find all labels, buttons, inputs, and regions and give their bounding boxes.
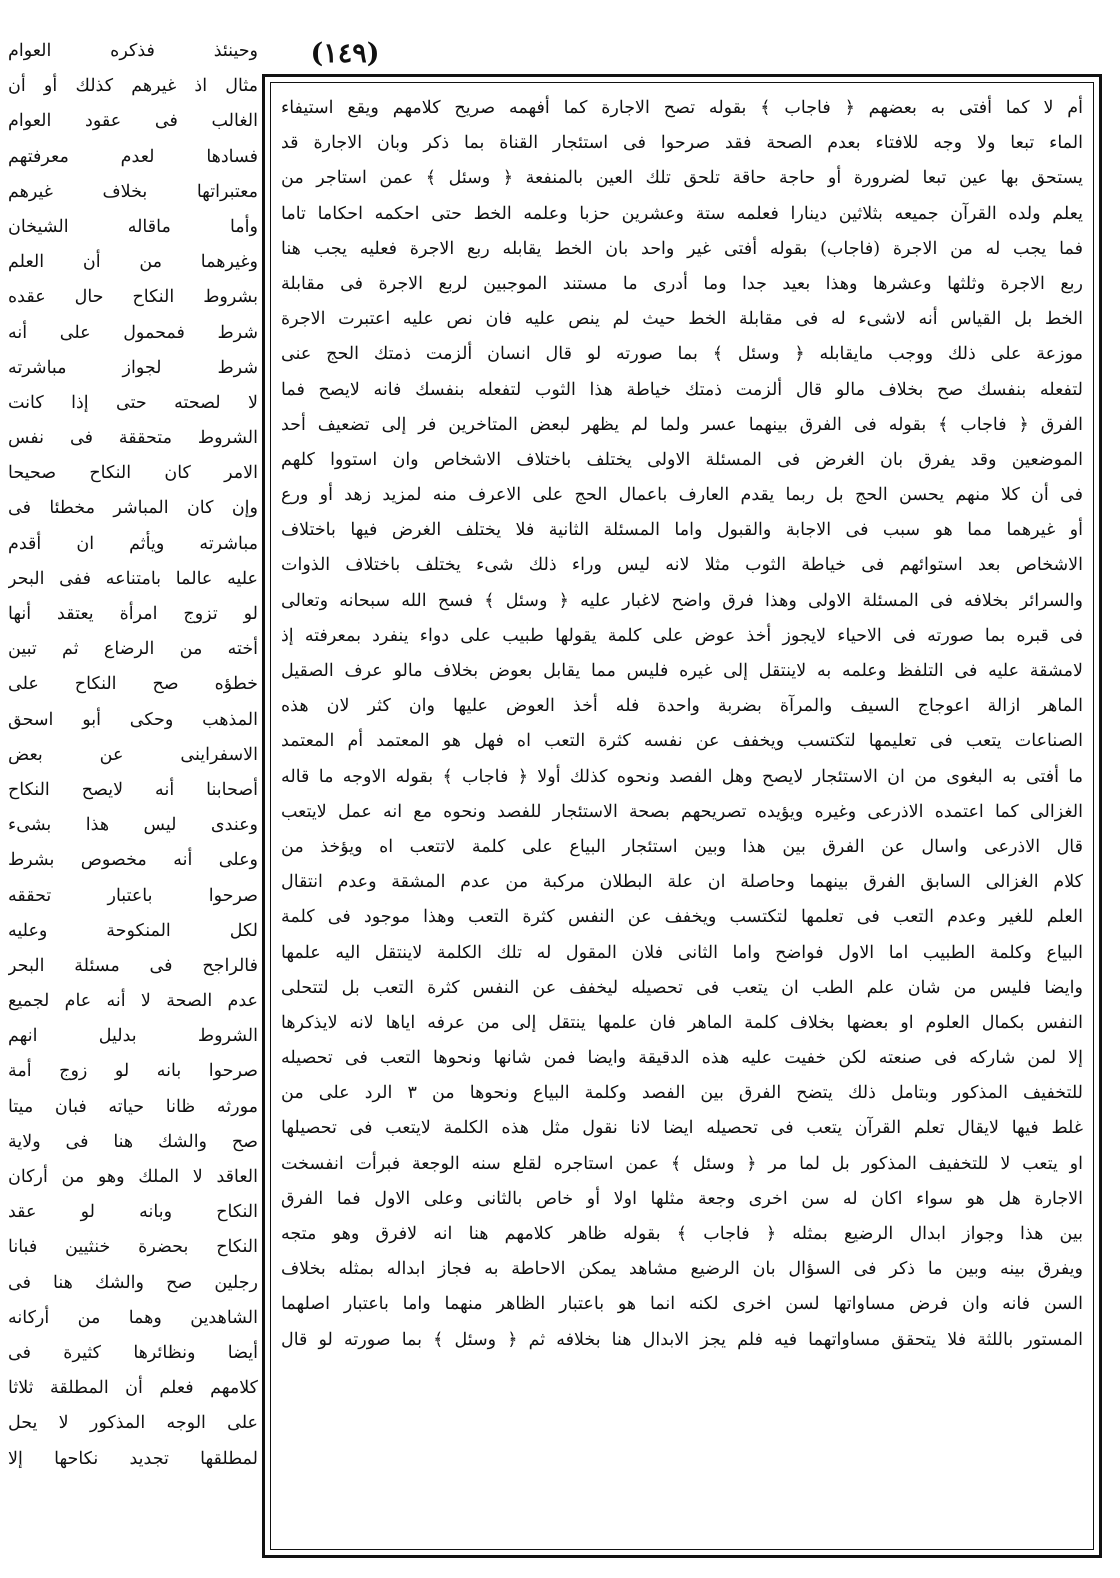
main-text-line: السن فانه وان فرض مساواتها لسن اخرى لكنه انما هو باعتبار الظاهر منهما واما باعتبار اصلهما — [281, 1294, 1083, 1315]
main-text-line: وايضا فليس من شان علم الطب ان يتعب فى تحصيله ليخفف عن النفس كثرة التعب بل لتتحلى — [281, 977, 1083, 998]
main-text-line: الاجارة هل هو سواء اكان له سن اخرى وجعة مثلها اولا أو خاص بالثانى وعلى الاول فما الفرق — [281, 1188, 1083, 1209]
main-text-line: ما أفتى به البغوى من ان الاستئجار لايصح وهل الفصد ونحوه كذلك أولا ﴿ فاجاب ﴾ بقوله الاوجه ما قاله — [281, 766, 1083, 787]
margin-text-line: وأما ماقاله الشيخان — [8, 216, 258, 237]
margin-text-line: وغيرهما من أن العلم — [8, 252, 258, 273]
margin-text-line: شرط فمحمول على أنه — [8, 322, 258, 343]
main-text-line: النفس بكمال العلوم او بعضها بخلاف كلمة الماهر فان علمها ينتقل إلى من عرفه اياها لانه لايذكرها — [281, 1012, 1083, 1033]
margin-text-line: مورثه ظانا حياته فبان ميتا — [8, 1096, 258, 1117]
margin-text-line: كلامهم فعلم أن المطلقة ثلاثا — [8, 1378, 258, 1399]
margin-text-line: لا لصحته حتى إذا كانت — [8, 392, 258, 413]
main-text-lines — [281, 91, 1083, 1358]
main-text-line: الماء تبعا ولا وجه للافتاء بعدم الصحة فقد صرحوا فى استئجار القناة بما ذكر وبان الاجارة قد — [281, 133, 1083, 154]
margin-text-line: فالراجح فى مسئلة البحر — [8, 955, 258, 976]
margin-text-line: الشروط بدليل انهم — [8, 1026, 258, 1047]
margin-text-line: النكاح وبانه لو عقد — [8, 1202, 258, 1223]
main-text-line: الموضعين وقد يفرق بان الغرض فى المسئلة الاولى يختلف باختلاف الاشخاص وان استووا كلهم — [281, 449, 1083, 470]
margin-text-line: عليه عالما بامتناعه ففى البحر — [8, 568, 258, 589]
margin-text-line: النكاح بحضرة خنثيين فبانا — [8, 1237, 258, 1258]
main-text-line: البياع وكلمة الطبيب اما الاول فواضح واما الثانى فلان المقول له تلك الكلمة لاينتقل اليه علمها — [281, 942, 1083, 963]
main-text-line: موزعة على ذلك ووجب مايقابله ﴿ وسئل ﴾ بما صورته لو قال انسان ألزمت ذمتك الحج عنى — [281, 344, 1083, 365]
main-text-line: المستور باللثة فلا يتحقق مساواتهما فيه فلم يجز الابدال هنا بخلافه ثم ﴿ وسئل ﴾ بما صورته لو قال — [281, 1329, 1083, 1350]
main-text-line: لامشقة عليه فى التلفظ وعلمه به لاينتقل إلى غيره فليس مما يقابل بعوض بخلاف مالو عرف الصقيل — [281, 661, 1083, 681]
margin-text-line: المذهب وحكى أبو اسحق — [8, 709, 258, 730]
margin-text-line: معتبراتها بخلاف غيرهم — [8, 181, 258, 202]
margin-text-line: الشروط متحققة فى نفس — [8, 428, 258, 449]
margin-text-line: عدم الصحة لا أنه عام لجميع — [8, 991, 258, 1012]
margin-text-line: لو تزوج امرأة يعتقد أنها — [8, 604, 258, 624]
margin-text-line: أصحابنا أنه لايصح النكاح — [8, 779, 258, 800]
main-text-line: او يتعب لا للتخفيف المذكور بل لما مر ﴿ وسئل ﴾ عمن استاجره لقلع سنه الوجعة فبرأت انفسخت — [281, 1153, 1083, 1174]
margin-text-line: وعندى ليس هذا بشىء — [8, 815, 258, 836]
margin-text-line: وإن كان المباشر مخطئا فى — [8, 498, 258, 519]
main-text-line: أو غيرهما مما هو سبب فى الاجابة والقبول واما المسئلة الثانية فلا يختلف الغرض فيها باختلاف — [281, 520, 1083, 541]
main-text-line: الخط بل القياس أنه لاشىء له فى مقابلة الخط حيث لم ينص عليه فان نص عليه اعتبرت الاجرة — [281, 309, 1083, 330]
main-text-line: لتفعله بنفسك صح بخلاف مالو قال ألزمت ذمتك خياطة هذا الثوب لتفعله بنفسك فانه لايصح فما — [281, 379, 1083, 400]
page-number: (١٤٩) — [310, 38, 380, 69]
margin-text-line: أيضا ونظائرها كثيرة فى — [8, 1342, 258, 1363]
margin-text-line: صرحوا بانه لو زوج أمة — [8, 1061, 258, 1082]
margin-text-line: فسادها لعدم معرفتهم — [8, 146, 258, 167]
margin-text-line: شرط لجواز مباشرته — [8, 357, 258, 378]
main-text-line: أم لا كما أفتى به بعضهم ﴿ فاجاب ﴾ بقوله تصح الاجارة كما أفهمه صريح كلامهم ويقع استيفاء — [281, 98, 1083, 118]
margin-text-line: صح والشك هنا فى ولاية — [8, 1131, 258, 1152]
margin-text-line: أخته من الرضاع ثم تبين — [8, 639, 258, 660]
margin-text-line: على الوجه المذكور لا يحل — [8, 1413, 258, 1434]
main-text-line: قال الاذرعى واسال عن الفرق بين هذا وبين استئجار البياع على كلمة لاتتعب اه ويؤخذ من — [281, 836, 1083, 857]
margin-text-line: بشروط النكاح حال عقده — [8, 287, 258, 308]
main-text-line: الاشخاص بعد استوائهم فى خياطة الثوب مثلا لانه ليس وراء ذلك شىء يختلف باختلاف الذوات — [281, 555, 1083, 576]
main-text-line: فى قبره بما صورته فى الاحياء لايجوز أخذ عوض على كلمة يقولها طبيب على دواء ينفرد بمعرفته إذ — [281, 625, 1083, 646]
margin-text-line: لمطلقها تجديد نكاحها إلا — [8, 1448, 258, 1469]
main-text-line: والسرائر بخلافه فى المسئلة الاولى وهذا فرق واضح لاغبار عليه ﴿ وسئل ﴾ فسح الله سبحانه وتعالى — [281, 590, 1083, 611]
margin-text-line: الاسفراينى عن بعض — [8, 744, 258, 765]
main-text-line: غلط فيها لايقال تعلم القرآن يتعب فى تحصيله ايضا لانا نقول مثل هذه الكلمة لايتعب فى تحصيلها — [281, 1118, 1083, 1139]
margin-text-line: رجلين صح والشك هنا فى — [8, 1272, 258, 1293]
margin-text-line: مباشرته ويأثم ان أقدم — [8, 533, 258, 554]
main-text-line: بين هذا وجواز ابدال الرضيع بمثله ﴿ فاجاب ﴾ بقوله ظاهر كلامهم هنا انه لافرق وهو متجه — [281, 1224, 1083, 1244]
main-text-line: العلم للغير وعدم التعب فى تعلمها لتكتسب ويخفف عن النفس كثرة التعب وهذا موجود فى كلمة — [281, 907, 1083, 928]
main-text-line: الصناعات يتعب فى تعليمها لتكتسب ويخفف عن نفسه كثرة التعب اه فهل هو المعتمد أم المعتمد — [281, 731, 1083, 752]
margin-text-line: لكل المنكوحة وعليه — [8, 920, 258, 941]
main-text-line: الفرق ﴿ فاجاب ﴾ بقوله فى الفرق بينهما عسر ولما لم يظهر لبعض المتاخرين فر إلى تضعيف أحد — [281, 414, 1083, 435]
main-text-block — [270, 82, 1094, 1550]
margin-text-line: وعلى أنه مخصوص بشرط — [8, 850, 258, 871]
margin-text-line: الشاهدين وهما من أركانه — [8, 1307, 258, 1328]
main-text-line: فما يجب له من الاجرة (فاجاب) بقوله أفتى غير واحد بان الخط يقابله ربع الاجرة فعليه يجب هنا — [281, 238, 1083, 259]
margin-text-line: صرحوا باعتبار تحققه — [8, 885, 258, 906]
margin-text-line: الغالب فى عقود العوام — [8, 111, 258, 132]
margin-text-line: العاقد لا الملك وهو من أركان — [8, 1167, 258, 1187]
margin-text-line: الامر كان النكاح صحيحا — [8, 463, 258, 484]
main-text-line: الماهر ازالة اعوجاج السيف والمرآة بضربة واحدة فله أخذ العوض عليها وان كثر لان هذه — [281, 696, 1083, 717]
main-text-line: للتخفيف المذكور وبتامل ذلك يتضح الفرق بين الفصد وكلمة البياع ونحوها من ٣ الرد على من — [281, 1083, 1083, 1104]
main-text-line: ويفرق بينه وبين ما ذكر فى السؤال بان الرضيع مشاهد يمكن الاحاطة به فجاز ابداله بمثله بخلاف — [281, 1259, 1083, 1280]
main-text-line: ربع الاجرة وثلثها وعشرها وهذا بعيد جدا وما أدرى ما مستند الموجبين لربع الاجرة فى مقابلة — [281, 273, 1083, 294]
main-text-line: فى أن كلا منهم يحسن الحج بل ربما يقدم العارف باعمال الحج على الاعرف منه لمزيد زهد أو ورع — [281, 485, 1083, 506]
main-text-line: الغزالى كما اعتمده الاذرعى وغيره ويؤيده تصريحهم بصحة الاستئجار للفصد ونحوه مع انه عمل لايتعب — [281, 801, 1083, 822]
margin-text-line: مثال اذ غيرهم كذلك أو أن — [8, 76, 258, 97]
margin-commentary — [8, 34, 258, 1477]
main-text-line: كلام الغزالى السابق الفرق بينهما وحاصلة ان علة البطلان مركبة من عدم المشقة وعدم انتقال — [281, 872, 1083, 893]
margin-text-line: وحينئذ فذكره العوام — [8, 41, 258, 61]
main-text-line: يعلم ولده القرآن جميعه بثلاثين دينارا فعلمه ستة وعشرين حزبا وعلمه الخط حتى احكمه احكاما تاما — [281, 203, 1083, 224]
main-text-line: إلا لمن شاركه فى صنعته لكن خفيت عليه هذه الدقيقة وايضا فمن شانها ونحوها التعب فى تحصيله — [281, 1048, 1083, 1069]
margin-text-line: خطؤه صح النكاح على — [8, 674, 258, 695]
main-text-line: يستحق بها عين تبعا لضرورة أو حاجة حاقة تلحق تلك العين بالمنفعة ﴿ وسئل ﴾ عمن استاجر من — [281, 168, 1083, 189]
